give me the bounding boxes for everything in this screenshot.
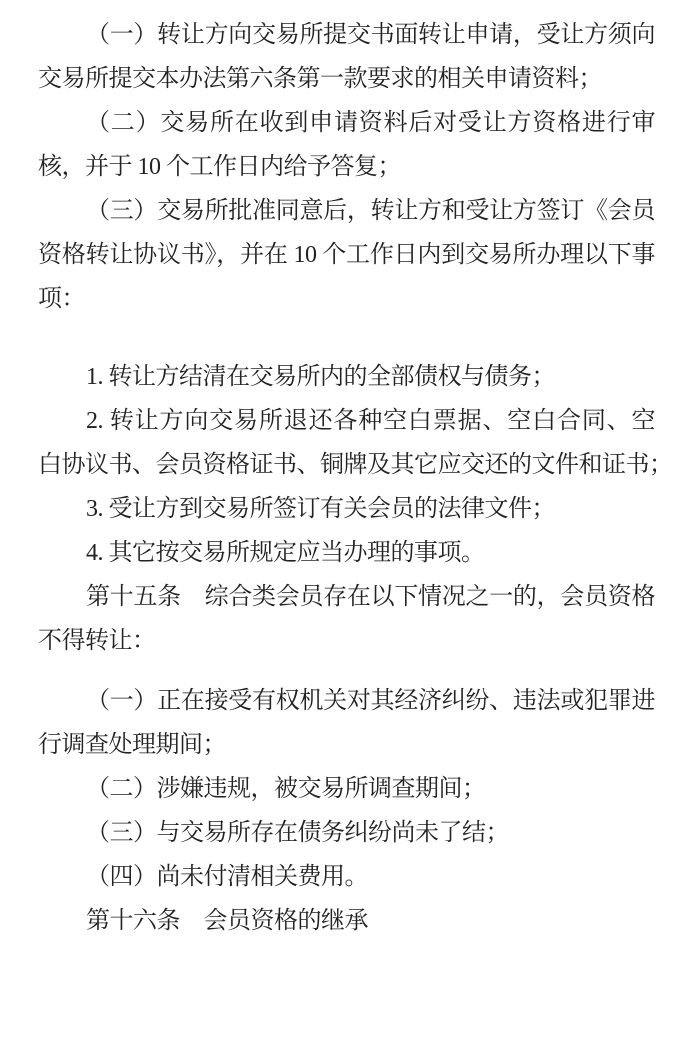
paragraph-list-item-1 [38,355,655,399]
doc-line: （二）涉嫌违规，被交易所调查期间； [86,776,486,802]
doc-line: （三）与交易所存在债务纠纷尚未了结； [86,820,509,846]
doc-line: 项： [38,286,85,312]
doc-line: 2. 转让方向交易所退还各种空白票据、空白合同、空 [86,408,655,434]
doc-line: （二）交易所在收到申请资料后对受让方资格进行审 [86,110,655,136]
paragraph-article-15 [38,575,655,663]
paragraph-a15-clause-4 [38,855,655,899]
paragraph-clause-1 [38,13,655,101]
doc-line: 第十五条 综合类会员存在以下情况之一的，会员资格 [86,584,655,610]
paragraph-clause-2 [38,101,655,189]
doc-line: （四）尚未付清相关费用。 [86,864,368,890]
doc-line: （一）转让方向交易所提交书面转让申请，受让方须向 [86,22,655,48]
doc-line: 第十六条 会员资格的继承 [86,908,368,934]
doc-line: 4. 其它按交易所规定应当办理的事项。 [86,540,485,566]
doc-line: 交易所提交本办法第六条第一款要求的相关申请资料； [38,66,602,92]
doc-line: 核，并于 10 个工作日内给予答复； [38,154,401,180]
doc-line: 3. 受让方到交易所签订有关会员的法律文件； [86,496,555,522]
paragraph-a15-clause-1 [38,679,655,767]
paragraph-a15-clause-2 [38,767,655,811]
paragraph-a15-clause-3 [38,811,655,855]
doc-line: （一）正在接受有权机关对其经济纠纷、违法或犯罪进 [86,688,655,714]
paragraph-list-item-2 [38,399,673,487]
paragraph-clause-3 [38,189,655,321]
paragraph-article-16 [38,899,655,943]
paragraph-list-item-3 [38,487,655,531]
doc-line: 白协议书、会员资格证书、铜牌及其它应交还的文件和证书； [38,452,673,478]
doc-line: 资格转让协议书》，并在 10 个工作日内到交易所办理以下事 [38,242,655,268]
doc-line: 不得转让： [38,628,156,654]
doc-line: 行调查处理期间； [38,732,226,758]
doc-line: 1. 转让方结清在交易所内的全部债权与债务； [86,364,555,390]
paragraph-list-item-4 [38,531,655,575]
doc-line: （三）交易所批准同意后，转让方和受让方签订《会员 [86,198,655,224]
